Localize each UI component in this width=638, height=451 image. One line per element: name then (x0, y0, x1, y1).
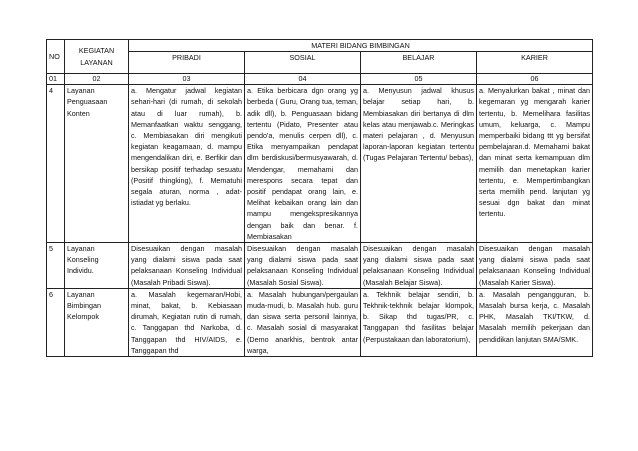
row-kegiatan: Layanan Konseling Individu. (65, 243, 129, 289)
row-sosial: a. Masalah hubungan/pergaulan muda-mudi, b. Masalah hub. guru dan siswa serta personil lainnya, c. Masalah sosial di masyarakat (Demo anarkhis, bentrok antar warga, (245, 288, 361, 356)
header-no: NO (47, 40, 65, 74)
row-belajar: Disesuaikan dengan masalah yang dialami siswa pada saat pelaksanaan Konseling Individual (Masalah Belajar Siswa). (361, 243, 477, 289)
header-row-1 (47, 40, 593, 52)
header-pribadi: PRIBADI (129, 52, 245, 74)
row-no: 5 (47, 243, 65, 289)
row-karier: a. Menyalurkan bakat , minat dan kegemaran yg mengarah karier tertentu, b. Memelihara fasilitas umum, keluarga, c. Mampu memperbaiki bidang ttt yg bersifat pembelajaran.d. Memahami bakat dan minat serta kemampuan dlm memilih dan menetapkan karier tertentu, e. Mempertimbangkan serta memilih pend. lanjutan yg sesuai dgn bakat dan minat tertentu. (477, 85, 593, 243)
header-karier: KARIER (477, 52, 593, 74)
header-sosial: SOSIAL (245, 52, 361, 74)
header-belajar: BELAJAR (361, 52, 477, 74)
row-karier: a. Masalah pengangguran, b. Masalah bursa kerja, c. Masalah PHK, Masalah TKI/TKW, d. Masalah memilih pekerjaan dan pendidikan lanjutan SMA/SMK. (477, 288, 593, 356)
header-materi: MATERI BIDANG BIMBINGAN (129, 40, 593, 52)
document-table-container (46, 39, 593, 357)
header-kegiatan (65, 40, 129, 74)
row-belajar: a. Menyusun jadwal khusus belajar setiap hari, b. Membiasakan diri bertanya di dlm kelas atau menjawab.c. Meringkas materi pelajaran , d. Menyusun laporan-laporan kegiatan tertentu (Tugas Pelajaran Tertentu/ bebas), (361, 85, 477, 243)
row-sosial: a. Etika berbicara dgn orang yg berbeda ( Guru, Orang tua, teman, adik dll), b. Penguasaan bidang tertentu (Pidato, Presenter atau pendo'a, menulis cerpen dll), c. Etika menyampaikan pendapat dlm berdiskusi/bermusyawarah, d. Mendengar, memahami dan merespons secara tepat dan positif pendapat orang lain, e. Melihat kebaikan orang lain dan mampu mengekspresikannya dengan baik dan benar. f. Membiasakan (245, 85, 361, 243)
row-sosial: Disesuaikan dengan masalah yang dialami siswa pada saat pelaksanaan Konseling Individual (Masalah Sosial Siswa). (245, 243, 361, 289)
row-kegiatan: Layanan Bimbingan Kelompok (65, 288, 129, 356)
header-kegiatan-line2: LAYANAN (80, 57, 113, 67)
column-number: 01 (47, 74, 65, 85)
column-number: 02 (65, 74, 129, 85)
column-number: 03 (129, 74, 245, 85)
row-pribadi: Disesuaikan dengan masalah yang dialami siswa pada saat pelaksanaan Konseling Individual (Masalah Pribadi Siswa). (129, 243, 245, 289)
header-kegiatan-line1: KEGIATAN (78, 46, 115, 56)
row-pribadi: a. Masalah kegemaran/Hobi, minat, bakat, b. Kebiasaan dirumah, Kegiatan rutin di rumah, c. Tanggapan thd Narkoba, d. Tanggapan thd HIV/AIDS, e. Tanggapan thd (129, 288, 245, 356)
row-no: 4 (47, 85, 65, 243)
row-kegiatan: Layanan Penguasaan Konten (65, 85, 129, 243)
column-number: 05 (361, 74, 477, 85)
row-pribadi: a. Mengatur jadwal kegiatan sehari-hari (di rumah, di sekolah atau di luar rumah), b. Memanfaatkan waktu senggang, c. Membiasakan diri mengikuti kegiatan keagamaan, d. mampu mengendalikan diri, e. Berfikir dan bersikap positif terhadap sesuatu (Positif thingking), f. Mematuhi segala aturan, norma , adat-istiadat yg berlaku. (129, 85, 245, 243)
bk-program-table (46, 39, 593, 357)
header-row-2 (47, 52, 593, 74)
row-karier: Disesuaikan dengan masalah yang dialami siswa pada saat pelaksanaan Konseling Individual (Masalah Karier Siswa). (477, 243, 593, 289)
table-row (47, 85, 593, 243)
column-number: 04 (245, 74, 361, 85)
table-row (47, 288, 593, 356)
column-number-row (47, 74, 593, 85)
table-row (47, 243, 593, 289)
row-no: 6 (47, 288, 65, 356)
row-belajar: a. Tekhnik belajar sendiri, b. Tekhnik-tekhnik belajar klompok, b. Sikap thd tugas/PR, c. Tanggapan thd fasilitas belajar (Perpustakaan dan laboratorium), (361, 288, 477, 356)
column-number: 06 (477, 74, 593, 85)
